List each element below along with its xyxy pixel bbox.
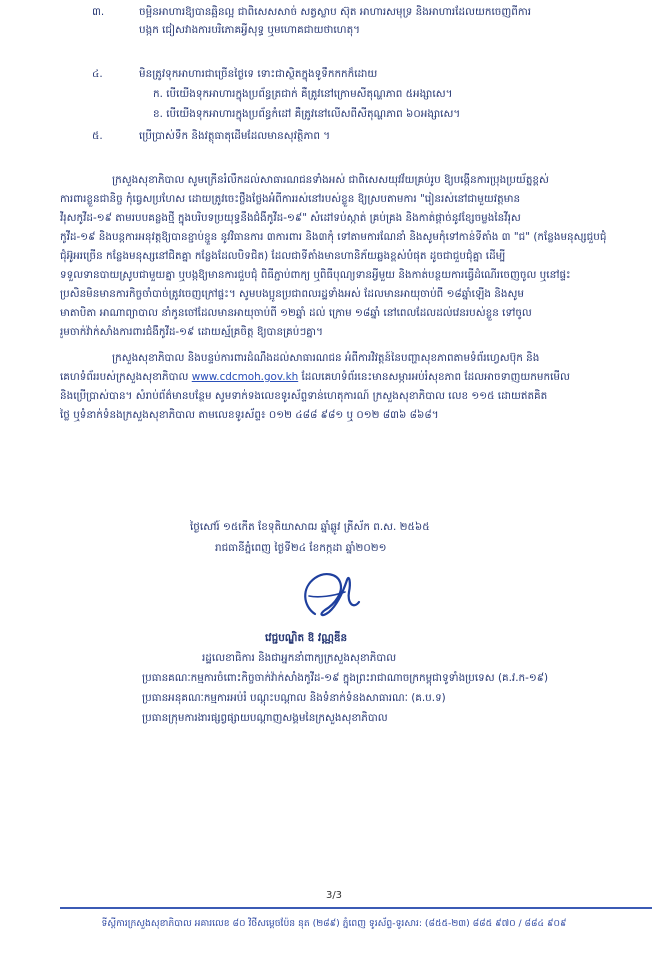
paragraph-line: ជុំអ៊ូអរច្រើន កន្លែងមនុស្សនៅជិតគ្នា កន្លែងដែលបិទជិត) ដែលជាទីតាំងមានហានិភ័យឆ្លងខ្ពស់បំផុត ដូចជាជួបជុំគ្នា ដើម្បី: [60, 250, 506, 262]
list-line: មិនត្រូវទុកអាហារជាច្រើនថ្ងៃទេ ទោះជាស្ថិតក្នុងទូទឹកកកក៏ដោយ: [139, 68, 378, 80]
paragraph-line: ក្រសួងសុខាភិបាល សូមក្រើនរំលឹកដល់សាធារណជនទាំងអស់ ជាពិសេសយុវវ័យគ្រប់រូប ឱ្យបង្កើនការប្រុងប្រយ័ត្នខ្ពស់: [112, 174, 549, 186]
signatory-title: ប្រធានអនុគណៈកម្មការអប់រំ បណ្តុះបណ្តាល និងទំនាក់ទំនងសាធារណៈ (គ.ប.ទ): [142, 692, 446, 704]
list-number: ៤.: [92, 68, 103, 80]
list-line: ប្រើប្រាស់ទឹក និងវត្ថុធាតុដើមដែលមានសុវត្ថិភាព ។: [139, 130, 331, 142]
paragraph-line: ការពារខ្លួនជានិច្ច កុំធ្វេសប្រហែស ដោយត្រូវចេះថ្លឹងថ្លែងអំពីការរស់នៅរបស់ខ្លួន ឱ្យស្របតាមការ "រៀនរស់នៅជាមួយវត្តមាន: [60, 193, 521, 205]
signatory-name: វេជ្ជបណ្ឌិត ឱ វណ្ណឌីន: [265, 632, 348, 644]
list-line: បង្កក ជៀសវាងការបរិភោគអ្វីសុទ្ធ ឬមហោគជាយថាហេតុ។: [139, 24, 361, 36]
signatory-title: រដ្ឋលេខាធិការ និងជាអ្នកនាំពាក្យក្រសួងសុខាភិបាល: [202, 652, 397, 664]
list-subline: ក. បើយើងទុកអាហារក្នុងប្រព័ន្ធត្រជាក់ គឺត្រូវនៅក្រោមសីតុណ្ហភាព ៥អង្សាសេ។: [153, 88, 453, 100]
footer-address: ទីស្តីការក្រសួងសុខាភិបាល អគារលេខ ៨០ វិថីសម្តេចប៉ែន នុត (២៨៩) ភ្នំពេញ ទូរស័ព្ទ-ទូរសារ: (៨៥៥-២៣) ៨៨៥ ៩៧០ / ៨៨៤ ៩០៩: [101, 918, 567, 929]
page-number: 3/3: [325, 890, 343, 901]
signatory-title: ប្រធានក្រុមការងារផ្សព្វផ្សាយបណ្តាញសង្គមនៃក្រសួងសុខាភិបាល: [142, 712, 388, 724]
list-subline: ខ. បើយើងទុកអាហារក្នុងប្រព័ន្ធកំដៅ គឺត្រូវនៅលើសពីសីតុណ្ហភាព ៦០អង្សាសេ។: [153, 108, 461, 120]
paragraph-line: មាតាបិតា អាណាព្យាបាល នាំកូនចៅដែលមានអាយុចាប់ពី ១២ឆ្នាំ ដល់ ក្រោម ១៨ឆ្នាំ នៅពេលដែលដល់វេនរបស់ខ្លួន ទៅចូល: [60, 307, 532, 319]
footer-divider: [60, 907, 652, 909]
paragraph-line: កូវីដ-១៩ និងបន្តការអនុវត្តឱ្យបានខ្ជាប់ខ្ជួន នូវវិធានការ ៣ការពារ និង៣កុំ ទៅតាមការណែនាំ និងសូមកុំទៅកាន់ទីតាំង ៣ "ជ" (កន្លែងមនុស្សជួបជុំ: [60, 231, 607, 243]
gregorian-date: រាជធានីភ្នំពេញ ថ្ងៃទី២៤ ខែកក្កដា ឆ្នាំ២០២១: [215, 542, 387, 554]
paragraph-line: រួមចាក់វ៉ាក់សាំងការពារជំងឺកូវីដ-១៩ ដោយស្ម័គ្រចិត្ត ឱ្យបានគ្រប់ៗគ្នា។: [60, 326, 323, 338]
list-line: ចម្អិនអាហារឱ្យបានឆ្អិនល្អ ជាពិសេសសាច់ សត្វស្លាប ស៊ុត អាហារសមុទ្រ និងអាហារដែលយកចេញពីការ: [139, 6, 532, 18]
paragraph-line: ថ្លៃ ឬទំនាក់ទំនងក្រសួងសុខាភិបាល តាមលេខទូរស័ព្ទ៖ ០១២ ៤៨៨ ៩៨១ ឬ ០១២ ៨៣៦ ៨៦៨។: [60, 409, 439, 421]
list-number: ៥.: [92, 130, 103, 142]
list-number: ៣.: [92, 6, 105, 18]
website-link[interactable]: www.cdcmoh.gov.kh: [191, 371, 299, 383]
paragraph-line: វីរុសកូវីដ-១៩ តាមរបបគន្លងថ្មី ក្នុងបរិបទប្រយុទ្ធនឹងជំងឺកូវីដ-១៩" សំដៅទប់ស្កាត់ គ្រប់គ្រង និងកាត់ផ្តាច់នូវខ្សែចម្លងនៃវីរុស: [60, 212, 521, 224]
signatory-title: ប្រធានគណៈកម្មការចំពោះកិច្ចចាក់វ៉ាក់សាំងកូវីដ-១៩ ក្នុងព្រះរាជាណាចក្រកម្ពុជាទូទាំងប្រទេស (គ.វ.ក-១៩): [142, 672, 549, 684]
paragraph-line-with-link: [60, 369, 650, 386]
lunar-date: ថ្ងៃសៅរ៍ ១៥កើត ខែទុតិយាសាឍ ឆ្នាំឆ្លូវ ត្រីស័ក ព.ស. ២៥៦៥: [190, 521, 430, 533]
paragraph-line: ក្រសួងសុខាភិបាល និងបន្ទប់ការពារដំណឹងដល់សាធារណជន អំពីការវិវត្តន៍នៃបញ្ហាសុខភាពតាមទំព័រហ្វេសប៊ុក និង: [112, 352, 540, 364]
paragraph-line: និងប្រើប្រាស់បាន។ សំរាប់ព័ត៌មានបន្ថែម សូមទាក់ទងលេខទូរស័ព្ទទាន់ហេតុការណ៍ ក្រសួងសុខាភិបាល លេខ ១១៥ ដោយឥតគិត: [60, 390, 548, 402]
paragraph-text: ដែលគេហទំព័រនេះមានសម្ភារអប់រំសុខភាព ដែលអាចទាញយកមកមើល: [301, 371, 570, 383]
paragraph-line: ទទួលទានបាយស្រូបជាមួយគ្នា ឬបង្កឱ្យមានការជួបជុំ ពិធីភ្ជាប់ពាក្យ ឬពិធីបុណ្យទានអ្វីមួយ និងកាត់បន្ថយការធ្វើដំណើរចេញចូល ឬនៅផ្ទះ: [60, 269, 571, 281]
paragraph-line: ប្រសិនមិនមានការកិច្ចចាំបាច់ត្រូវចេញក្រៅផ្ទះ។ សូមបងប្អូនប្រជាពលរដ្ឋទាំងអស់ ដែលមានអាយុចាប់ពី ១៨ឆ្នាំឡើង និងសូម: [60, 288, 524, 300]
paragraph-text: គេហទំព័ររបស់ក្រសួងសុខាភិបាល: [60, 371, 189, 383]
signature-mark: [285, 558, 385, 626]
